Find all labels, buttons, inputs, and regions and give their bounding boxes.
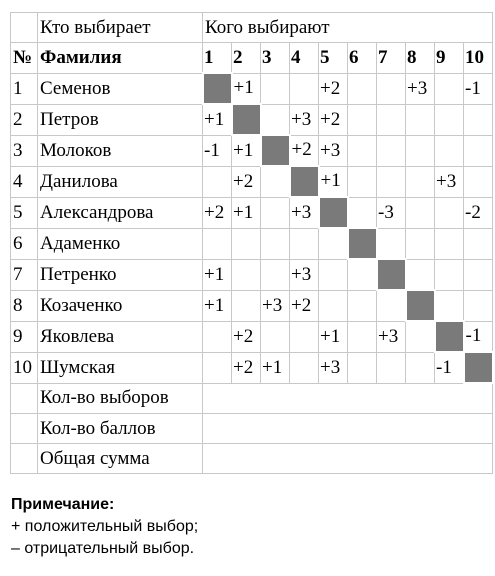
choice-cell: [261, 73, 290, 104]
table-row: [11, 290, 493, 321]
row-number: 4: [11, 166, 38, 197]
student-name: Адаменко: [38, 228, 203, 259]
choice-cell: +2: [290, 290, 319, 321]
choice-cell: +1: [319, 166, 348, 197]
column-number-3: 3: [261, 43, 290, 74]
choice-cell: [435, 259, 464, 290]
table-row: [11, 135, 493, 166]
choice-cell: [261, 197, 290, 228]
choice-cell: +2: [290, 135, 319, 166]
choice-cell: [348, 290, 377, 321]
choice-cell: +1: [232, 135, 261, 166]
choice-cell: [406, 197, 435, 228]
column-number-1: 1: [203, 43, 232, 74]
header-row-top: [11, 13, 493, 43]
summary-values-cell: [203, 414, 493, 444]
choice-cell: +1: [319, 321, 348, 352]
sociomatrix-table: [10, 12, 494, 474]
choice-cell: [377, 135, 406, 166]
choice-cell: [377, 166, 406, 197]
choice-cell: [348, 197, 377, 228]
choice-cell: +1: [261, 352, 290, 383]
choice-cell: [261, 321, 290, 352]
choice-cell: -3: [377, 197, 406, 228]
student-name: Козаченко: [38, 290, 203, 321]
choice-cell: +2: [203, 197, 232, 228]
row-number: 5: [11, 197, 38, 228]
summary-empty-cell: [11, 414, 38, 444]
summary-values-cell: [203, 383, 493, 414]
choice-cell: [261, 228, 290, 259]
student-name: Семенов: [38, 73, 203, 104]
diagonal-cell: [435, 321, 464, 352]
summary-label: Общая сумма: [38, 444, 203, 474]
choice-cell: [435, 135, 464, 166]
choice-cell: +3: [319, 352, 348, 383]
chooser-header: Кто выбирает: [38, 13, 203, 43]
column-number-2: 2: [232, 43, 261, 74]
choice-cell: [406, 259, 435, 290]
choice-cell: [319, 228, 348, 259]
diagonal-cell: [232, 104, 261, 135]
column-number-8: 8: [406, 43, 435, 74]
choice-cell: [406, 166, 435, 197]
column-number-6: 6: [348, 43, 377, 74]
table-row: [11, 104, 493, 135]
choice-cell: +3: [290, 259, 319, 290]
choice-cell: [203, 321, 232, 352]
choice-cell: [348, 166, 377, 197]
table-row: [11, 73, 493, 104]
choice-cell: [406, 321, 435, 352]
choice-cell: [348, 104, 377, 135]
choice-cell: +3: [377, 321, 406, 352]
student-name: Александрова: [38, 197, 203, 228]
choice-cell: [348, 73, 377, 104]
choice-cell: +3: [406, 73, 435, 104]
note-title: Примечание:: [11, 496, 115, 513]
row-number: 10: [11, 352, 38, 383]
column-number-9: 9: [435, 43, 464, 74]
chosen-header: Кого выбирают: [203, 13, 493, 43]
choice-cell: +3: [435, 166, 464, 197]
student-name: Молоков: [38, 135, 203, 166]
choice-cell: +1: [203, 290, 232, 321]
diagonal-cell: [319, 197, 348, 228]
choice-cell: +2: [319, 104, 348, 135]
choice-cell: +1: [232, 197, 261, 228]
student-name: Яковлева: [38, 321, 203, 352]
choice-cell: +3: [261, 290, 290, 321]
choice-cell: [261, 104, 290, 135]
choice-cell: [377, 73, 406, 104]
choice-cell: +2: [232, 352, 261, 383]
header-corner-cell: [11, 13, 38, 43]
choice-cell: [377, 352, 406, 383]
summary-row: [11, 414, 493, 444]
row-number: 1: [11, 73, 38, 104]
table-row: [11, 259, 493, 290]
choice-cell: [377, 104, 406, 135]
choice-cell: -1: [464, 321, 493, 352]
column-number-5: 5: [319, 43, 348, 74]
diagonal-cell: [203, 73, 232, 104]
choice-cell: [464, 259, 493, 290]
diagonal-cell: [348, 228, 377, 259]
choice-cell: [435, 228, 464, 259]
student-name: Петренко: [38, 259, 203, 290]
choice-cell: [348, 321, 377, 352]
choice-cell: +1: [232, 73, 261, 104]
choice-cell: [232, 259, 261, 290]
choice-cell: [406, 352, 435, 383]
choice-cell: [261, 166, 290, 197]
choice-cell: +1: [203, 259, 232, 290]
table-row: [11, 197, 493, 228]
column-number-10: 10: [464, 43, 493, 74]
student-name: Петров: [38, 104, 203, 135]
row-number: 6: [11, 228, 38, 259]
summary-empty-cell: [11, 383, 38, 414]
choice-cell: [203, 352, 232, 383]
choice-cell: [290, 73, 319, 104]
summary-label: Кол-во выборов: [38, 383, 203, 414]
summary-label: Кол-во баллов: [38, 414, 203, 444]
choice-cell: [464, 290, 493, 321]
number-header: №: [11, 43, 38, 74]
note: [11, 494, 198, 560]
diagonal-cell: [377, 259, 406, 290]
column-number-4: 4: [290, 43, 319, 74]
choice-cell: [232, 290, 261, 321]
choice-cell: [435, 73, 464, 104]
choice-cell: [435, 104, 464, 135]
choice-cell: +3: [319, 135, 348, 166]
choice-cell: +3: [290, 197, 319, 228]
table-row: [11, 166, 493, 197]
choice-cell: [348, 352, 377, 383]
note-positive: + положительный выбор;: [11, 518, 199, 535]
choice-cell: [348, 135, 377, 166]
surname-header: Фамилия: [38, 43, 203, 74]
choice-cell: [319, 290, 348, 321]
summary-row: [11, 383, 493, 414]
summary-values-cell: [203, 444, 493, 474]
table-row: [11, 321, 493, 352]
choice-cell: [203, 228, 232, 259]
summary-empty-cell: [11, 444, 38, 474]
student-name: Шумская: [38, 352, 203, 383]
row-number: 9: [11, 321, 38, 352]
choice-cell: [406, 135, 435, 166]
diagonal-cell: [464, 352, 493, 383]
choice-cell: -1: [203, 135, 232, 166]
choice-cell: +2: [232, 321, 261, 352]
choice-cell: -2: [464, 197, 493, 228]
row-number: 3: [11, 135, 38, 166]
choice-cell: [377, 228, 406, 259]
choice-cell: [464, 135, 493, 166]
choice-cell: +2: [232, 166, 261, 197]
choice-cell: [406, 228, 435, 259]
note-negative: – отрицательный выбор.: [11, 540, 195, 557]
diagonal-cell: [290, 166, 319, 197]
choice-cell: +2: [319, 73, 348, 104]
choice-cell: -1: [464, 73, 493, 104]
row-number: 2: [11, 104, 38, 135]
choice-cell: [203, 166, 232, 197]
choice-cell: [348, 259, 377, 290]
choice-cell: [464, 166, 493, 197]
row-number: 8: [11, 290, 38, 321]
choice-cell: +1: [203, 104, 232, 135]
choice-cell: [290, 352, 319, 383]
diagonal-cell: [406, 290, 435, 321]
choice-cell: [435, 290, 464, 321]
choice-cell: +3: [290, 104, 319, 135]
choice-cell: [232, 228, 261, 259]
table-row: [11, 228, 493, 259]
choice-cell: [406, 104, 435, 135]
choice-cell: [464, 104, 493, 135]
table-row: [11, 352, 493, 383]
choice-cell: [261, 259, 290, 290]
header-row-columns: [11, 43, 493, 74]
diagonal-cell: [261, 135, 290, 166]
choice-cell: [435, 197, 464, 228]
summary-row: [11, 444, 493, 474]
student-name: Данилова: [38, 166, 203, 197]
choice-cell: [290, 228, 319, 259]
column-number-7: 7: [377, 43, 406, 74]
choice-cell: [319, 259, 348, 290]
choice-cell: -1: [435, 352, 464, 383]
choice-cell: [377, 290, 406, 321]
row-number: 7: [11, 259, 38, 290]
choice-cell: [464, 228, 493, 259]
choice-cell: [290, 321, 319, 352]
